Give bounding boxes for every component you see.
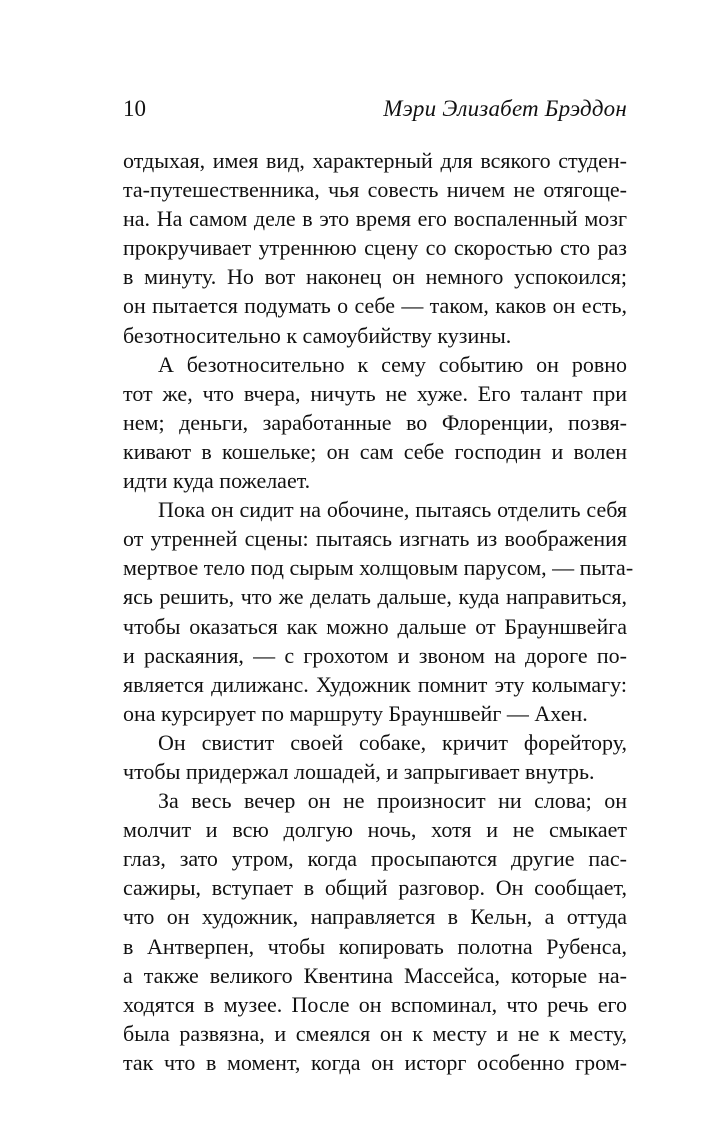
text-line: так что в момент, когда он исторг особенно гром- [123, 1049, 627, 1075]
text-line: на. На самом деле в это время его воспаленный мозг [123, 206, 627, 232]
text-line: ходятся в музее. После он вспоминал, что речь его [123, 991, 627, 1017]
text-line: кивают в кошельке; он сам себе господин и волен [123, 438, 627, 464]
text-line: от утренней сцены: пытаясь изгнать из воображения [123, 526, 627, 552]
text-line: За весь вечер он не произносит ни слова; он [158, 788, 627, 814]
text-line: тот же, что вчера, ничуть не хуже. Его талант при [123, 380, 627, 406]
text-line: мертвое тело под сырым холщовым парусом, — пыта- [123, 555, 634, 581]
text-line: она курсирует по маршруту Брауншвейг — Ахен. [123, 700, 588, 726]
text-line: А безотносительно к сему событию он ровно [158, 351, 627, 377]
text-line: Он свистит своей собаке, кричит форейтору, [158, 729, 627, 755]
text-line: была развязна, и смеялся он к месту и не к месту, [123, 1020, 627, 1046]
text-line: отдыхая, имея вид, характерный для всякого студен- [123, 148, 627, 173]
page-number: 10 [123, 96, 146, 121]
text-line: что он художник, направляется в Кельн, а оттуда [123, 904, 627, 930]
text-line: безотносительно к самоубийству кузины. [123, 322, 512, 348]
text-line: чтобы придержал лошадей, и запрыгивает внутрь. [123, 758, 595, 784]
text-line: в минуту. Но вот наконец он немного успокоился; [123, 264, 627, 290]
text-line: чтобы оказаться как можно дальше от Брауншвейга [123, 613, 627, 639]
text-line: является дилижанс. Художник помнит эту колымагу: [123, 671, 627, 697]
text-line: в Антверпен, чтобы копировать полотна Рубенса, [123, 933, 627, 959]
text-line: та-путешественника, чья совесть ничем не отягоще- [123, 177, 627, 203]
text-line: нем; деньги, заработанные во Флоренции, позвя- [123, 409, 627, 435]
text-line: молчит и всю долгую ночь, хотя и не смыкает [123, 817, 627, 843]
text-line: а также великого Квентина Массейса, которые на- [123, 962, 627, 988]
text-line: идти куда пожелает. [123, 468, 311, 494]
text-line: Пока он сидит на обочине, пытаясь отделить себя [158, 497, 627, 523]
text-line: ясь решить, что же делать дальше, куда направиться, [123, 584, 627, 610]
running-title: Мэри Элизабет Брэддон [383, 96, 627, 121]
text-line: сажиры, вступает в общий разговор. Он сообщает, [123, 875, 627, 901]
text-line: и раскаяния, — с грохотом и звоном на дороге по- [123, 642, 627, 668]
text-line: глаз, зато утром, когда просыпаются другие пас- [123, 846, 627, 872]
body-text [123, 146, 634, 1077]
text-line: прокручивает утреннюю сцену со скоростью сто раз [123, 235, 627, 261]
page-header [123, 94, 627, 124]
text-line: он пытается подумать о себе — таком, каков он есть, [123, 293, 627, 319]
